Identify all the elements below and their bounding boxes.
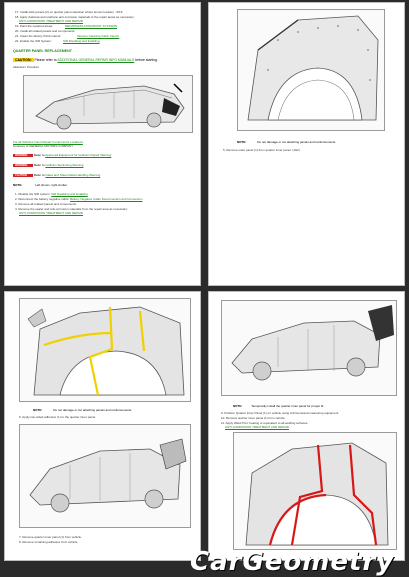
caution-tail: before starting. [135,58,158,62]
note-line [33,408,132,412]
step-21: 21. Clean the factory finish interior: [15,34,62,38]
warning-3 [13,173,100,177]
note-text: Do not damage or cut attaching panels and reinforcements. [53,408,133,412]
warning-label: WARNING [13,164,33,167]
inner-panel-illustration-yellow [19,298,191,402]
inner-panel-illustration-red [233,432,397,550]
step-4: 4. Remove the sealer and anti-corrosion materials from the repair area as necessary: [15,207,128,211]
note-text: Temporarily install the quarter inner panel for proper fit. [251,404,325,408]
manual-page-4 [208,291,405,561]
link-anti-corrosion[interactable]: ANTI-CORROSION TREATMENT AND REPAIR [19,19,83,23]
caution-line [13,58,158,62]
step-1-link[interactable]: SIR Disabling and Enabling [51,192,88,196]
step-22: 22. Enable the SIR System: [15,39,52,43]
step-1-text: 1. Disable the SIR system: [15,192,51,196]
watermark-logo: CarGeometry [190,547,395,577]
step-17: 17. Install stick panels (2) on quarter panel selection where known location - 5/16. [15,10,124,14]
vehicle-body-illustration [23,75,193,133]
note-label: NOTE: [233,404,243,408]
step-6: 6. Apply two-sided adhesive (1) to the quarter inner panel. [19,415,96,419]
note-line [13,183,67,187]
step-19: 19. Paint the repaired areas: [15,24,53,28]
caution-link[interactable]: ADDITIONAL GENERAL REPAIR INFO MANUALS [57,58,135,62]
link-refinish[interactable]: REFINISH/PLATING/PAINT SYSTEMS [65,24,118,28]
warning-link[interactable]: Glass and Sheet Metal Handling Warning [45,173,101,177]
manual-page-1 [4,2,201,286]
manual-page-2 [208,2,405,286]
warning-2 [13,163,83,167]
step-3: 3. Remove all related panels and components. [15,202,77,206]
step-2-text: 2. Disconnect the battery negative cable: [15,197,70,201]
note-label: NOTE: [13,183,23,187]
step-4-link[interactable]: ANTI-CORROSION TREATMENT AND REPAIR [19,211,83,215]
vehicle-frame-illustration [19,424,191,528]
note-text: Do not damage or cut attaching panels and reinforcements. [257,140,337,144]
note-line [233,404,324,408]
step-10: 10. Remove quarter inner panel (1) from vehicle. [221,416,286,420]
vehicle-position-illustration [221,300,397,396]
section-title: QUARTER PANEL REPLACEMENT [13,49,72,53]
caution-label: CAUTION: [15,58,32,62]
step-7: 7. Remove quarter inner panel (1) from vehicle. [19,535,82,539]
manual-page-3 [4,291,201,561]
warning-text: Refer to [33,173,45,177]
warning-link[interactable]: Approved Equipment for Collision Repair Warning [45,153,112,157]
warning-link[interactable]: Collision Sectioning Warning [45,163,84,167]
step-20: 20. Install all related panels and components. [15,29,76,33]
step-8: 8. Remove remaining adhesive from vehicle. [19,540,79,544]
warning-text: Refer to [33,153,45,157]
link-vacuum[interactable]: Vacuum Cleaning Cabin Interior [77,34,120,38]
step-9: 9. Position Quarter Inner Panel (1) on vehicle using 3-dimensional measuring equipment. [221,411,340,415]
note-line [237,140,336,144]
link-sir[interactable]: SIR Disabling and Enabling [63,39,100,43]
step-11-link[interactable]: ANTI-CORROSION TREATMENT AND REPAIR [225,425,289,429]
step-5: 5. Remove outer panel (1) from quarter inner panel. (1&2). [223,148,301,152]
warning-1 [13,153,111,157]
warning-label: CAUTION [13,174,33,177]
step-11: 11. Apply Weld-Thru Coating or equivalent to all welding surfaces. [221,421,309,425]
caution-text: Please refer to [34,58,57,62]
warning-text: Refer to [33,163,45,167]
step-18: 18. Apply dualcoat and urethane anti-corrosion materials to the repair areas as necessary: [15,15,135,19]
courtesy-line: Courtesy of GENERAL MOTORS COMPANY [13,144,74,148]
step-2-link[interactable]: Battery Negative Cable Disconnection and Connection [70,197,143,201]
note-text: Left shown, right similar. [35,183,68,187]
quarter-panel-illustration [237,9,385,131]
small-label: Addendum: Procedure [13,66,39,69]
note-label: NOTE: [33,408,43,412]
warning-label: WARNING [13,154,33,157]
link-components-locations[interactable]: For all Vehicles Insert Repair Components Locations [13,140,83,144]
note-label: NOTE: [237,140,247,144]
